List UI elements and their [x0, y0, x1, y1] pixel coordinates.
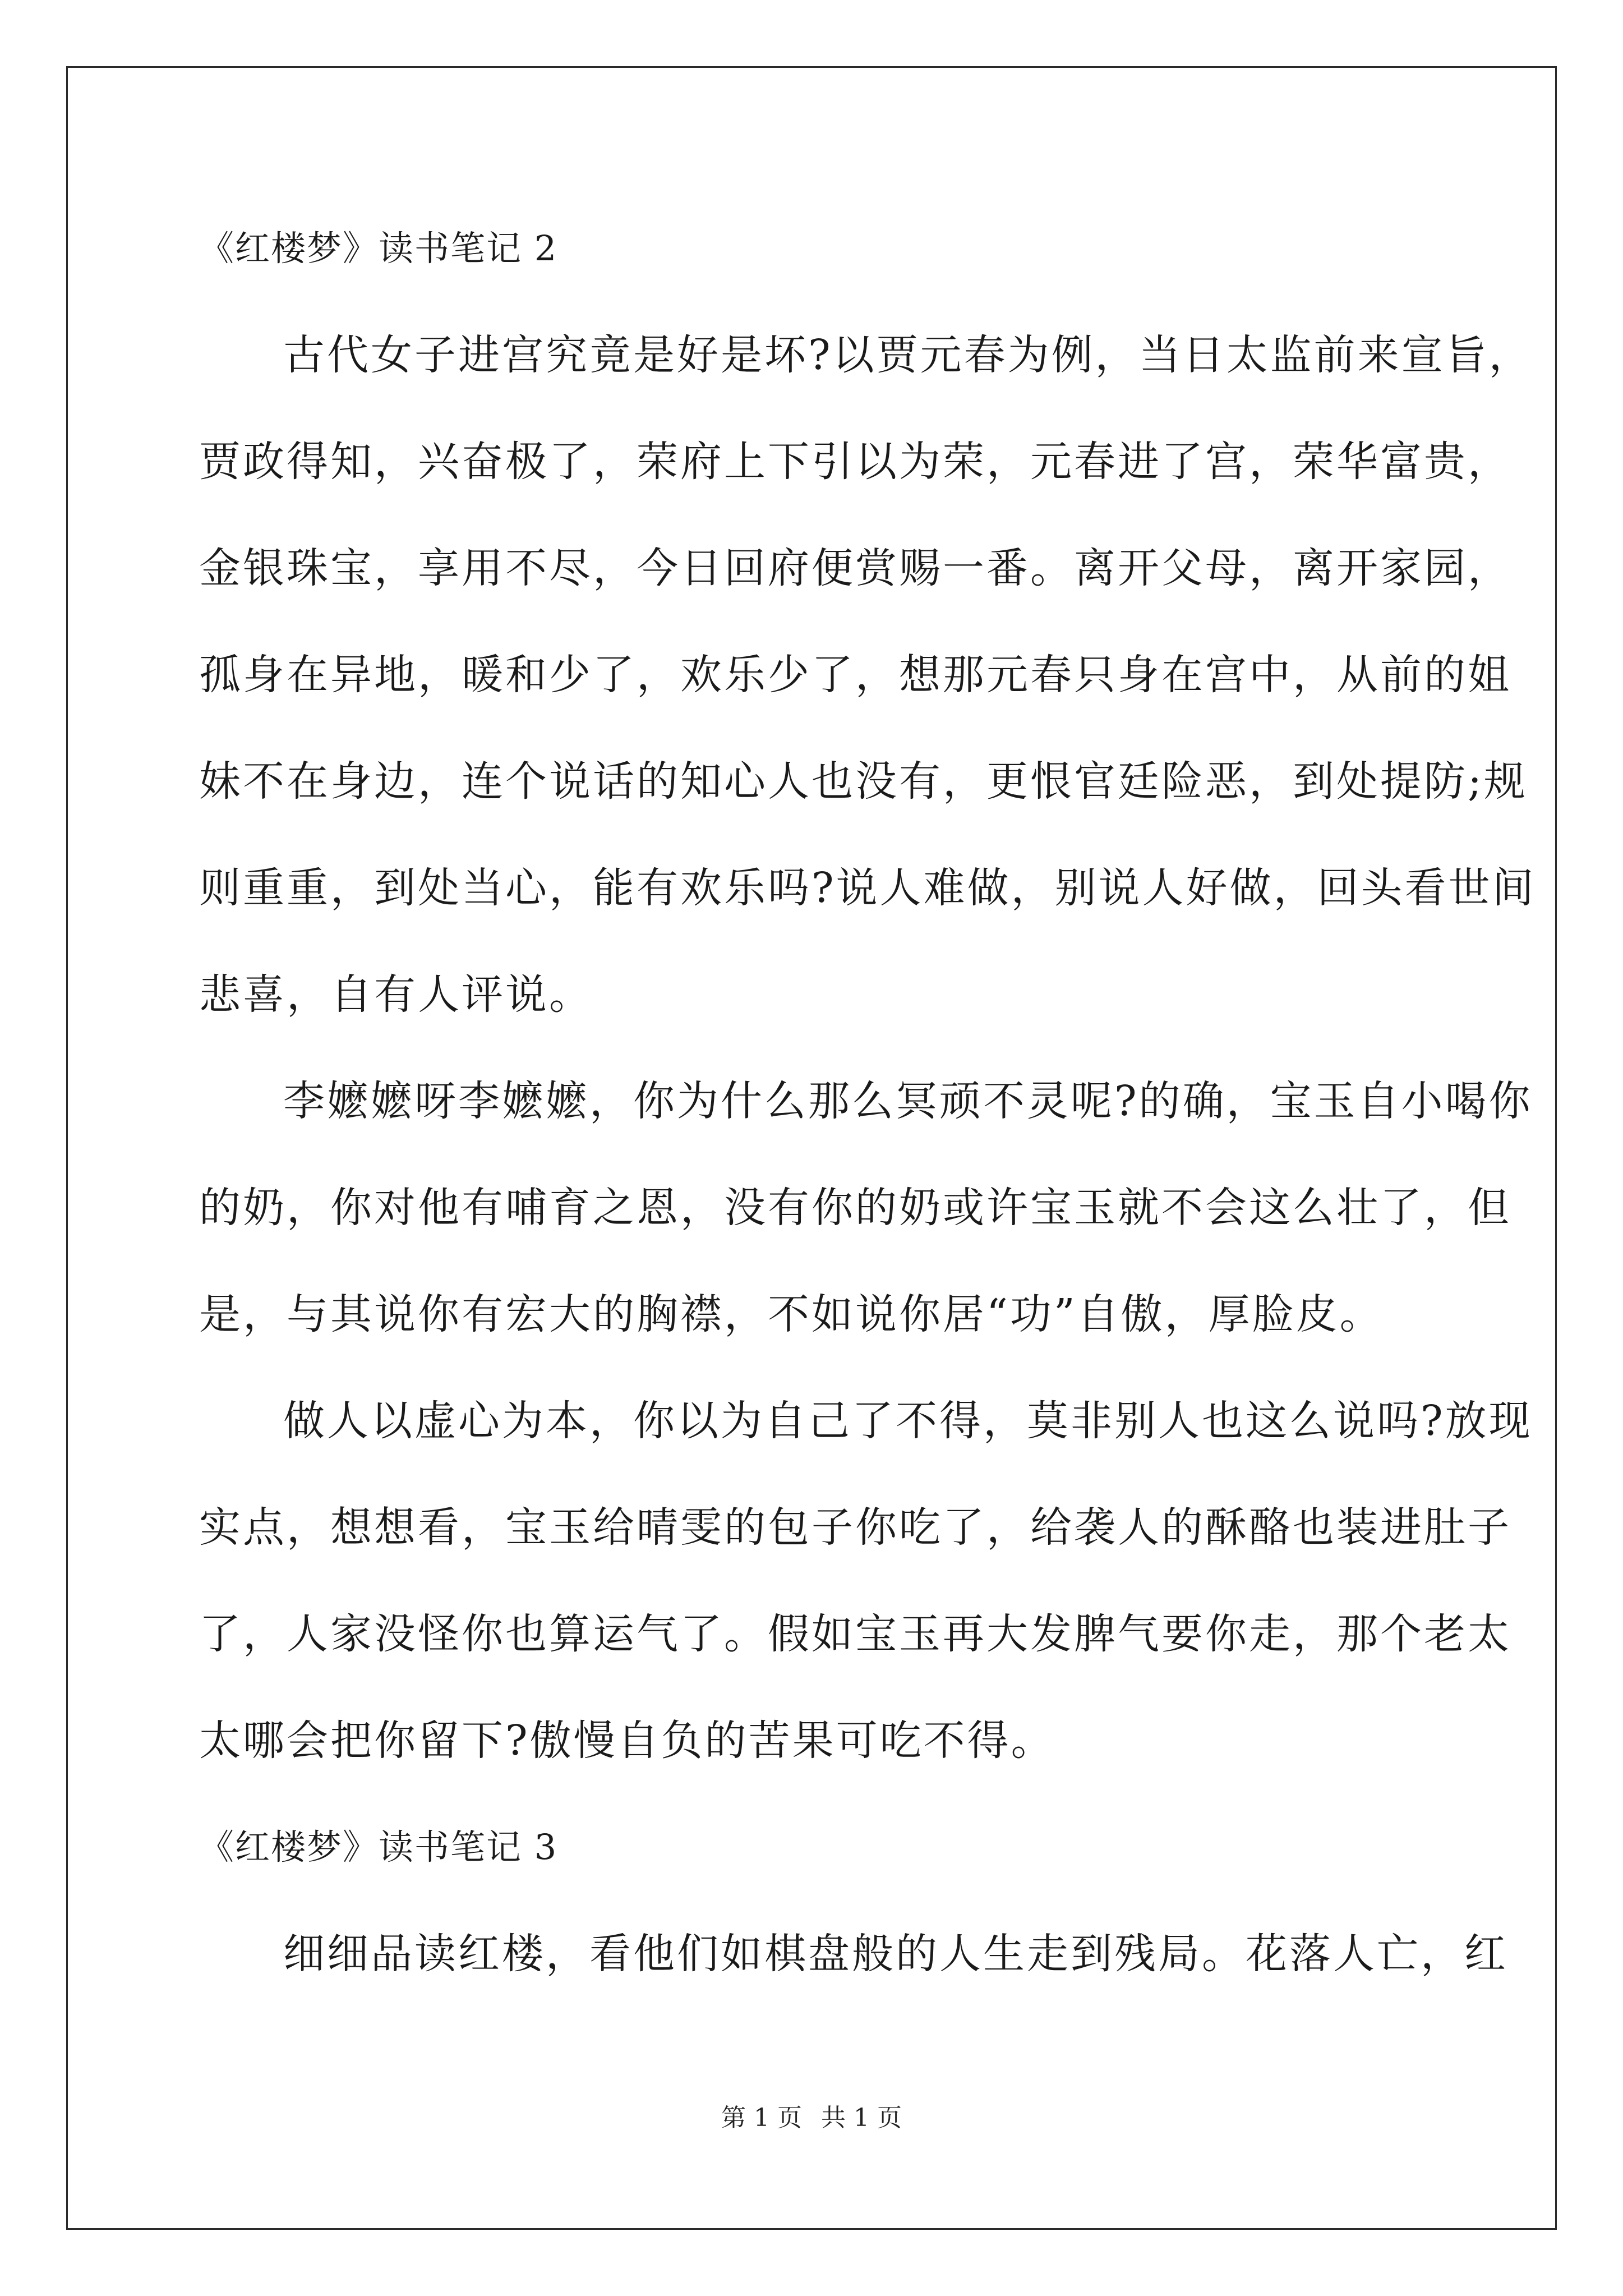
paragraph-line: 做人以虚心为本，你以为自己了不得，莫非别人也这么说吗?放现 — [283, 1397, 1533, 1445]
paragraph-line: 细细品读红楼，看他们如棋盘般的人生走到残局。花落人亡，红 — [283, 1930, 1508, 1978]
paragraph-line: 则重重，到处当心，能有欢乐吗?说人难做，别说人好做，回头看世间 — [199, 864, 1536, 912]
document-body — [199, 222, 1536, 1981]
paragraph-line: 悲喜，自有人评说。 — [199, 970, 593, 1019]
page-number: 第 1 页 — [721, 2104, 802, 2132]
paragraph-line: 的奶，你对他有哺育之恩，没有你的奶或许宝玉就不会这么壮了，但 — [199, 1184, 1511, 1232]
paragraph-line: 金银珠宝，享用不尽，今日回府便赏赐一番。离开父母，离开家园， — [199, 544, 1511, 592]
section-heading-2: 《红楼梦》读书笔记 2 — [199, 228, 558, 269]
paragraph-line: 了，人家没怪你也算运气了。假如宝玉再大发脾气要你走，那个老太 — [199, 1610, 1511, 1658]
page-footer — [0, 2102, 1623, 2134]
paragraph-line: 李嬷嬷呀李嬷嬷，你为什么那么冥顽不灵呢?的确，宝玉自小喝你 — [283, 1077, 1533, 1125]
paragraph-line: 是，与其说你有宏大的胸襟，不如说你居“功”自傲，厚脸皮。 — [199, 1290, 1384, 1338]
page-total: 共 1 页 — [821, 2104, 902, 2132]
section-heading-3: 《红楼梦》读书笔记 3 — [199, 1826, 558, 1867]
paragraph-line: 孤身在异地，暖和少了，欢乐少了，想那元春只身在宫中，从前的姐 — [199, 651, 1511, 699]
paragraph-line: 古代女子进宫究竟是好是坏?以贾元春为例，当日太监前来宣旨， — [283, 331, 1533, 379]
paragraph-line: 实点，想想看，宝玉给晴雯的包子你吃了，给袭人的酥酪也装进肚子 — [199, 1503, 1511, 1552]
paragraph-line: 贾政得知，兴奋极了，荣府上下引以为荣，元春进了宫，荣华富贵， — [199, 438, 1511, 486]
paragraph-line: 妹不在身边，连个说话的知心人也没有，更恨官廷险恶，到处提防;规 — [199, 757, 1528, 806]
paragraph-line: 太哪会把你留下?傲慢自负的苦果可吃不得。 — [199, 1717, 1055, 1765]
